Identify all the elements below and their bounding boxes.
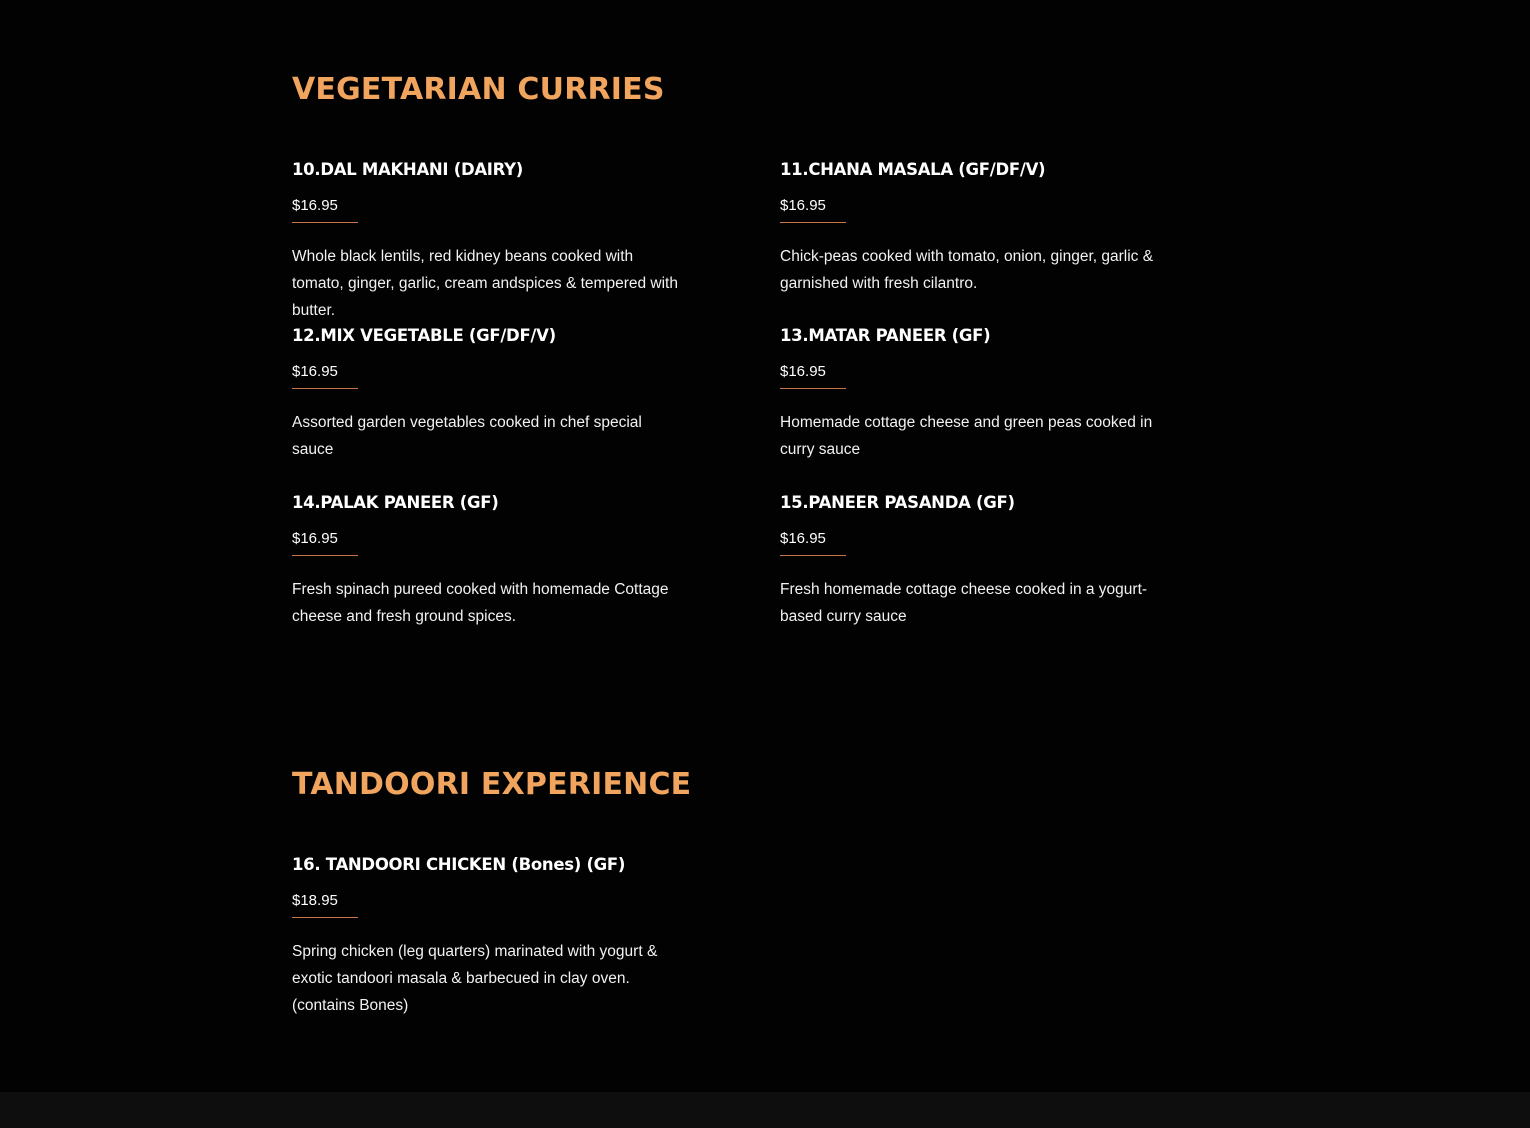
item-price: $16.95 <box>292 530 338 547</box>
item-description: Assorted garden vegetables cooked in chef special sauce <box>292 414 642 458</box>
item-price: $16.95 <box>780 363 826 380</box>
menu-item-mix-vegetable <box>292 326 692 458</box>
item-description: Chick-peas cooked with tomato, onion, ginger, garlic & garnished with fresh cilantro. <box>780 248 1154 292</box>
section-title: TANDOORI EXPERIENCE <box>292 767 692 802</box>
item-name: 13.MATAR PANEER (GF) <box>780 326 991 345</box>
menu-item-tandoori-chicken <box>292 855 692 1014</box>
item-description: Homemade cottage cheese and green peas cooked in curry sauce <box>780 414 1153 458</box>
item-divider <box>292 555 358 556</box>
item-description: Spring chicken (leg quarters) marinated with yogurt & exotic tandoori masala & barbecued in clay oven. (contains Bones) <box>292 943 658 1014</box>
item-price: $16.95 <box>780 197 826 214</box>
menu-item-matar-paneer <box>780 326 1180 458</box>
footer-strip <box>0 1092 1530 1128</box>
item-name: 15.PANEER PASANDA (GF) <box>780 493 1015 512</box>
menu-item-paneer-pasanda <box>780 493 1180 625</box>
item-divider <box>780 222 846 223</box>
item-name: 11.CHANA MASALA (GF/DF/V) <box>780 160 1046 179</box>
item-name: 14.PALAK PANEER (GF) <box>292 493 499 512</box>
menu-item-chana-masala <box>780 160 1180 292</box>
menu-item-palak-paneer <box>292 493 692 625</box>
section-title: VEGETARIAN CURRIES <box>292 72 665 107</box>
item-price: $18.95 <box>292 892 338 909</box>
item-name: 10.DAL MAKHANI (DAIRY) <box>292 160 524 179</box>
item-divider <box>780 388 846 389</box>
item-divider <box>292 222 358 223</box>
item-description: Fresh homemade cottage cheese cooked in a yogurt-based curry sauce <box>780 581 1148 625</box>
menu-item-dal-makhani <box>292 160 692 319</box>
item-name: 12.MIX VEGETABLE (GF/DF/V) <box>292 326 556 345</box>
item-price: $16.95 <box>292 197 338 214</box>
item-name: 16. TANDOORI CHICKEN (Bones) (GF) <box>292 855 626 874</box>
menu-section-tandoori-experience <box>292 767 1182 1014</box>
menu-section-vegetarian-curries <box>292 72 1182 625</box>
item-divider <box>780 555 846 556</box>
item-divider <box>292 917 358 918</box>
item-description: Fresh spinach pureed cooked with homemade Cottage cheese and fresh ground spices. <box>292 581 669 625</box>
item-price: $16.95 <box>292 363 338 380</box>
item-price: $16.95 <box>780 530 826 547</box>
item-description: Whole black lentils, red kidney beans cooked with tomato, ginger, garlic, cream andspices & tempered with butter. <box>292 248 678 319</box>
item-divider <box>292 388 358 389</box>
